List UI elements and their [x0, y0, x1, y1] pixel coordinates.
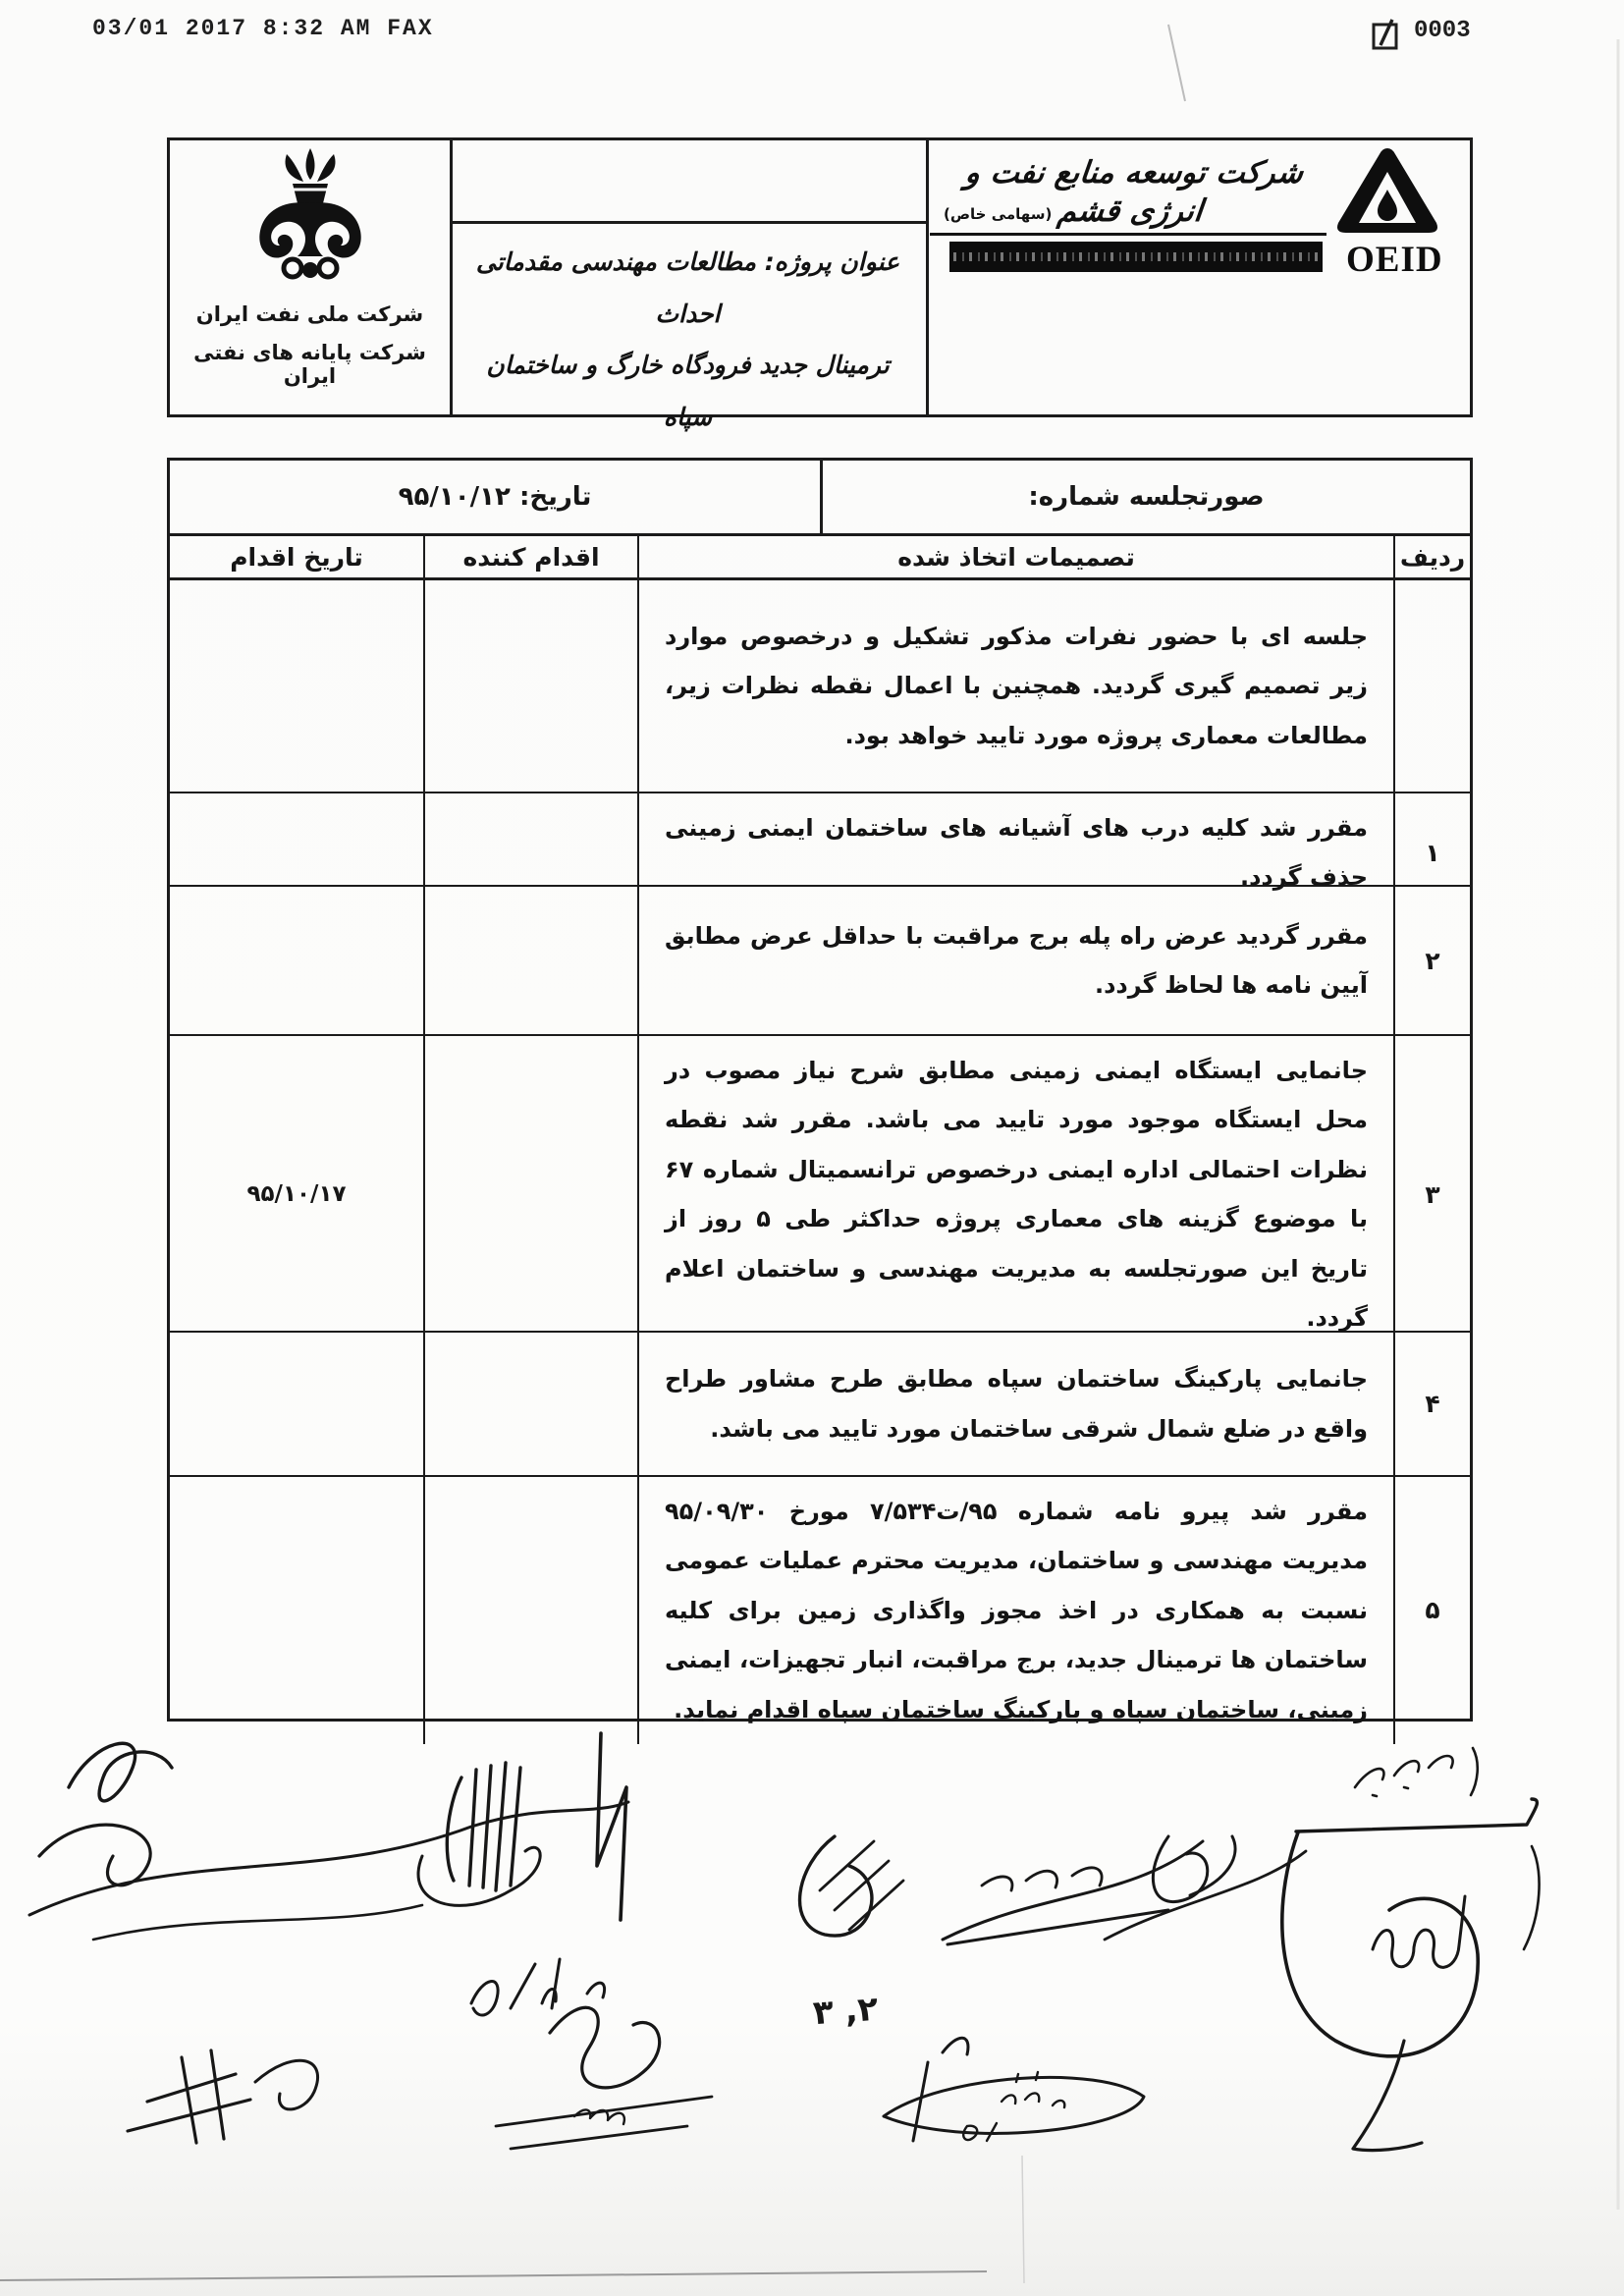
cell-action-date: [170, 1477, 423, 1744]
decision-text: مقرر گردید عرض راه پله برج مراقبت با حداقل عرض مطابق آیین نامه ها لحاظ گردد.: [665, 921, 1368, 999]
cell-actor: [423, 1477, 637, 1744]
cell-decision: [637, 1036, 1393, 1352]
cell-actor: [423, 1333, 637, 1475]
signature-scribble: [1001, 2072, 1064, 2107]
table-row: [170, 885, 1470, 1034]
cell-row-no: ۱: [1393, 793, 1470, 912]
oeid-company-name: شرکت توسعه منابع نفت و انرژی قشم: [963, 155, 1305, 229]
table-row: [170, 792, 1470, 892]
cell-decision: [637, 1477, 1393, 1744]
letterhead-nioc-cell: [170, 140, 450, 414]
signature-scribble: [943, 1841, 1203, 1944]
cell-action-date: [170, 580, 423, 792]
decision-text: مقرر شد کلیه درب های آشیانه های ساختمان ایمنی زمینی حذف گردد.: [665, 814, 1368, 892]
cell-action-date: [170, 1333, 423, 1475]
header-row-no: ردیف: [1393, 536, 1470, 577]
handwritten-note-scribble: [1355, 1748, 1478, 1796]
decision-text: مقرر شد پیرو نامه شماره ۹۵/ت۷/۵۳۴ مورخ ۹۵/۰۹/۳۰ مدیریت مهندسی و ساختمان، مدیریت محترم عملیات عمومی نسبت به همکاری در اخذ مجوز واگذاری زمین برای کلیه ساختمان ها ترمینال جدید، برج مراقبت، انبار تجهیزات، ایمنی زمینی، ساختمان سپاه و پارکینگ ساختمان سپاه اقدام نماید.: [665, 1498, 1368, 1723]
letterhead-project-cell: [450, 140, 926, 431]
oeid-logo-text: OEID: [1346, 240, 1443, 280]
signature-scribble: [550, 2007, 660, 2088]
cell-decision: [637, 1333, 1393, 1475]
signature-scribble: [447, 1763, 520, 1890]
fax-page-pencil-icon: [1371, 18, 1402, 51]
signature-scribble: [1353, 2041, 1422, 2151]
nioc-emblem-icon: [246, 146, 374, 294]
oeid-triangle-drop-icon: [1332, 144, 1442, 243]
banner-microtext: [953, 252, 1319, 261]
handwritten-page-note: ۲, ۳: [811, 1989, 880, 2034]
signature-scribble: [69, 1743, 172, 1801]
cell-actor: [423, 580, 637, 792]
signature-scribble: [418, 1847, 540, 1905]
header-actor: اقدام کننده: [423, 536, 637, 577]
project-title: [467, 237, 908, 443]
table-row: [170, 1034, 1470, 1331]
decision-text: جانمایی پارکینگ ساختمان سپاه مطابق طرح مشاور طراح واقع در ضلع شمال شرقی ساختمان مورد تایید می باشد.: [665, 1365, 1368, 1443]
handwritten-date-scribble: [471, 1959, 605, 2015]
cell-actor: [423, 887, 637, 1034]
minutes-number-label: صورتجلسه شماره:: [820, 461, 1470, 533]
project-title-line2: ترمینال جدید فرودگاه خارگ و ساختمان سپاه: [486, 351, 890, 431]
letterhead-oeid-cell: [926, 140, 1473, 414]
company-name-line2: شرکت پایانه های نفتی ایران: [193, 341, 426, 388]
cell-action-date: [170, 887, 423, 1034]
table-meta-row: [170, 461, 1470, 533]
decision-text: جانمایی ایستگاه ایمنی زمینی مطابق شرح نیاز مصوب در محل ایستگاه موجود مورد تایید می باشد. مقرر شد نقطه نظرات احتمالی اداره ایمنی درخصوص ترانسمیتال شماره ۶۷ با موضوع گزینه های معماری پروژه حداکثر طی ۵ روز از تاریخ این صورتجلسه به مدیریت مهندسی و ساختمان اعلام گردد.: [665, 1057, 1368, 1332]
meeting-date: تاریخ: ۹۵/۱۰/۱۲: [398, 482, 592, 512]
signature-scribble: [800, 1836, 872, 1936]
signature-scribble: [884, 2077, 1144, 2133]
header-action-date: تاریخ اقدام: [230, 542, 363, 572]
header-decisions: تصمیمات اتخاذ شده: [637, 536, 1393, 577]
table-row: [170, 1475, 1470, 1723]
signature-scribble: [574, 2109, 624, 2124]
cell-action-date: ۹۵/۱۰/۱۷: [246, 1181, 347, 1208]
cell-row-no: ۳: [1393, 1036, 1470, 1352]
signature-scribble: [820, 1841, 903, 1930]
scan-artifact-line: [1022, 2156, 1024, 2283]
table-row: [170, 580, 1470, 792]
letterhead-rule: [930, 233, 1326, 236]
company-name-line1: شرکت ملی نفت ایران: [195, 302, 424, 326]
signature-scribble: [963, 2123, 997, 2141]
signature-scribble: [1524, 1846, 1540, 1949]
cell-row-no: ۵: [1393, 1477, 1470, 1744]
signature-scribble: [1296, 1799, 1537, 1831]
signature-scribble: [597, 1733, 626, 1920]
signature-scribble: [496, 2097, 712, 2149]
cell-row-no: ۲: [1393, 887, 1470, 1034]
company-banner-bar: [949, 242, 1323, 272]
cell-decision: [637, 887, 1393, 1034]
minutes-table: [167, 458, 1473, 1722]
table-row: [170, 1331, 1470, 1475]
cell-row-no: ۴: [1393, 1333, 1470, 1475]
cell-actor: [423, 1036, 637, 1352]
signature-scribble: [1105, 1851, 1306, 1940]
signature-scribble: [29, 1802, 628, 1915]
letterhead: [167, 137, 1473, 431]
signature-scribble: [982, 1868, 1102, 1890]
fax-timestamp: 03/01 2017 8:32 AM FAX: [92, 16, 434, 41]
table-header-row: [170, 533, 1470, 580]
cell-row-no: [1393, 580, 1470, 792]
signature-scribble: [913, 2038, 968, 2141]
signature-scribble: [93, 1905, 422, 1940]
letterhead-rule: [450, 221, 926, 224]
scan-artifact-line: [0, 2271, 987, 2280]
signature-scribble: [39, 1825, 150, 1885]
project-title-line1: عنوان پروژه: مطالعات مهندسی مقدماتی احداث: [475, 247, 900, 328]
signature-scribble: [1153, 1836, 1235, 1902]
oeid-company-subtitle: (سهامی خاص): [944, 205, 1053, 223]
signature-scribble: [1373, 1896, 1465, 1967]
signature-scribble: [128, 2050, 250, 2143]
cell-decision: [637, 580, 1393, 792]
signature-scribble: [255, 2060, 318, 2109]
fax-page-number: 0003: [1414, 18, 1471, 44]
scan-artifact-line: [1168, 25, 1185, 101]
intro-paragraph: جلسه ای با حضور نفرات مذکور تشکیل و درخصوص موارد زیر تصمیم گیری گردید. همچنین با اعمال نقطه نظرات زیر، مطالعات معماری پروژه مورد تایید خواهد بود.: [665, 622, 1368, 749]
signature-scribble: [1282, 1832, 1478, 2056]
